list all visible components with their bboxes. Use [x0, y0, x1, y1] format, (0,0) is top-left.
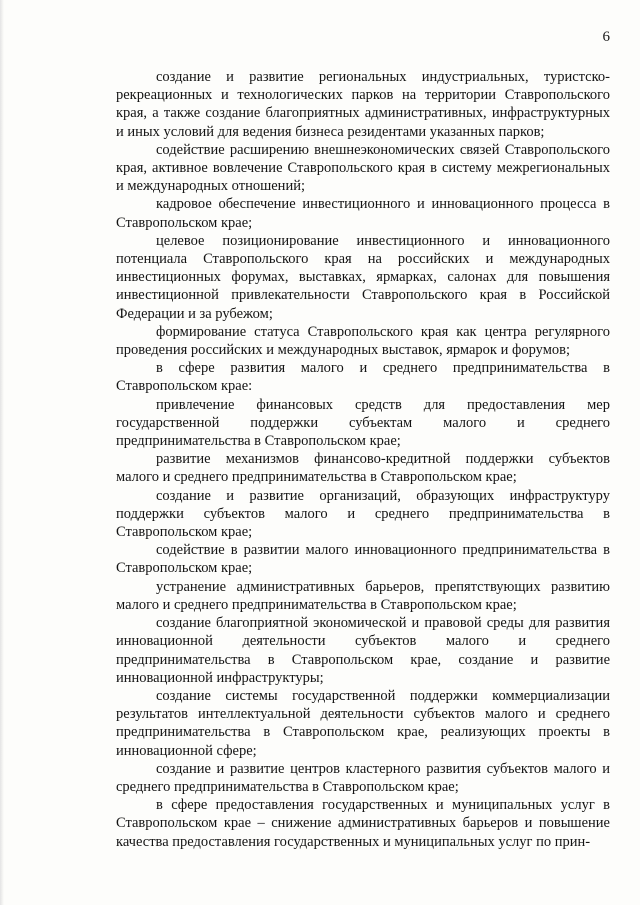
page-number: 6	[602, 29, 610, 45]
paragraph-public-services: в сфере предоставления государственных и муниципальных услуг в Ставропольском крае – снижение административных барьеров и повышение качества предоставления государственных и муниципальных услуг по прин-	[116, 797, 610, 850]
paragraph-financial-support: привлечение финансовых средств для предоставления мер государственной поддержки субъектам малого и среднего предпринимательства в Ставропольском крае;	[116, 396, 610, 450]
paragraph-innovative-sme: содействие в развитии малого инновационного предпринимательства в Ставропольском крае;	[116, 542, 610, 577]
paragraph-industrial-parks: создание и развитие региональных индустриальных, туристско-рекреационных и технологических парков на территории Ставропольского края, а также создание благоприятных административных, инфраструктурных и иных условий для ведения бизнеса резидентами указанных парков;	[116, 69, 610, 140]
paragraph-positioning: целевое позиционирование инвестиционного и инновационного потенциала Ставропольского края на российских и международных инвестиционных форумах, выставках, ярмарках, салонах для повышения инвестиционной привлекательности Ставропольского края в Российской Федерации и за рубежом;	[116, 232, 610, 322]
paragraph-sme-heading: в сфере развития малого и среднего предпринимательства в Ставропольском крае:	[116, 360, 610, 395]
paragraph-credit-mechanisms: развитие механизмов финансово-кредитной поддержки субъектов малого и среднего предпринимательства в Ставропольском крае;	[116, 451, 610, 486]
paragraph-exhibition-center: формирование статуса Ставропольского края как центра регулярного проведения российских и международных выставок, ярмарок и форумов;	[116, 323, 610, 359]
paragraph-foreign-economic-ties: содействие расширению внешнеэкономических связей Ставропольского края, активное вовлечение Ставропольского края в систему межрегиональных и международных отношений;	[116, 141, 610, 195]
body-text	[116, 68, 610, 851]
paragraph-staffing: кадровое обеспечение инвестиционного и инновационного процесса в Ставропольском крае;	[116, 196, 610, 231]
paragraph-cluster-centers: создание и развитие центров кластерного развития субъектов малого и среднего предпринимательства в Ставропольском крае;	[116, 760, 610, 795]
paragraph-support-infrastructure: создание и развитие организаций, образующих инфраструктуру поддержки субъектов малого и среднего предпринимательства в Ставропольском крае;	[116, 487, 610, 541]
paragraph-admin-barriers: устранение административных барьеров, препятствующих развитию малого и среднего предпринимательства в Ставропольском крае;	[116, 578, 610, 613]
paragraph-commercialization: создание системы государственной поддержки коммерциализации результатов интеллектуальной деятельности субъектов малого и среднего предпринимательства в Ставропольском крае, реализующих проекты в инновационной сфере;	[116, 687, 610, 759]
scan-edge-shadow	[0, 0, 4, 905]
paragraph-favorable-environment: создание благоприятной экономической и правовой среды для развития инновационной деятельности субъектов малого и среднего предпринимательства в Ставропольском крае, создание и развитие инновационной инфраструктуры;	[116, 615, 610, 686]
